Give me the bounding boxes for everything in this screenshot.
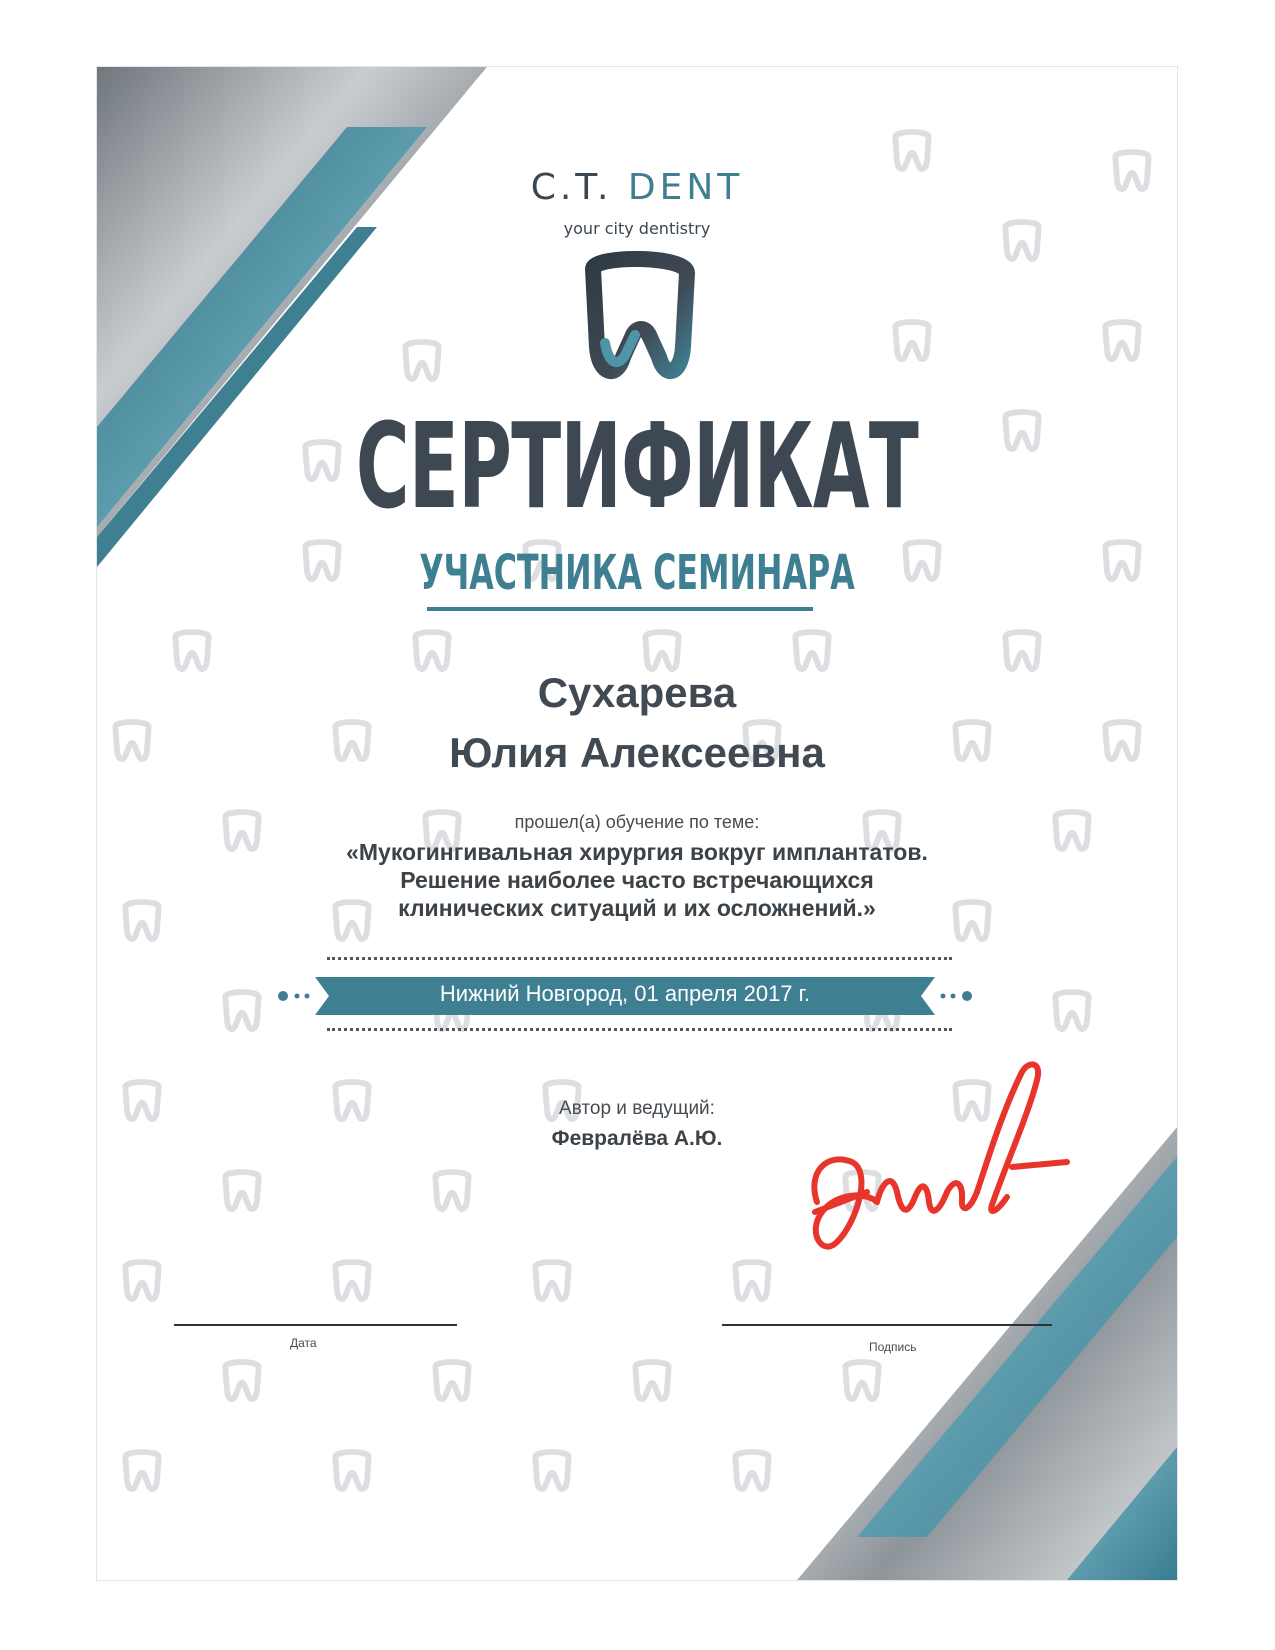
signature-label: Подпись: [869, 1340, 917, 1354]
course-title-line-3: клинических ситуаций и их осложнений.»: [398, 895, 876, 921]
tooth-icon: [575, 247, 705, 397]
dotted-divider-top: [327, 957, 952, 960]
brand-name-ct: C.T.: [530, 167, 613, 208]
certificate-title: СЕРТИФИКАТ: [355, 397, 919, 535]
dotted-divider-bottom: [327, 1028, 952, 1031]
course-title-line-2: Решение наиболее часто встречающихся: [400, 867, 874, 893]
location-date: Нижний Новгород, 01 апреля 2017 г.: [439, 981, 811, 1006]
author-label: Автор и ведущий:: [559, 1098, 715, 1119]
certificate-subtitle: УЧАСТНИКА СЕМИНАРА: [419, 545, 855, 601]
recipient-surname: Сухарева: [537, 669, 737, 716]
date-line: [174, 1324, 457, 1326]
author-name: Февралёва А.Ю.: [551, 1127, 723, 1150]
recipient-given-names: Юлия Алексеевна: [449, 729, 825, 776]
brand-name: [97, 167, 1177, 208]
subtitle-underline: [427, 607, 813, 611]
course-title-line-1: «Мукогингивальная хирургия вокруг имплантатов.: [346, 839, 928, 865]
signature-line: [722, 1324, 1052, 1326]
date-label: Дата: [290, 1336, 317, 1350]
brand-tagline: your city dentistry: [563, 219, 711, 238]
certificate: [97, 67, 1177, 1580]
brand-name-dent: DENT: [627, 167, 744, 208]
course-intro: прошел(а) обучение по теме:: [514, 812, 760, 832]
handwritten-signature: [797, 1052, 1082, 1267]
